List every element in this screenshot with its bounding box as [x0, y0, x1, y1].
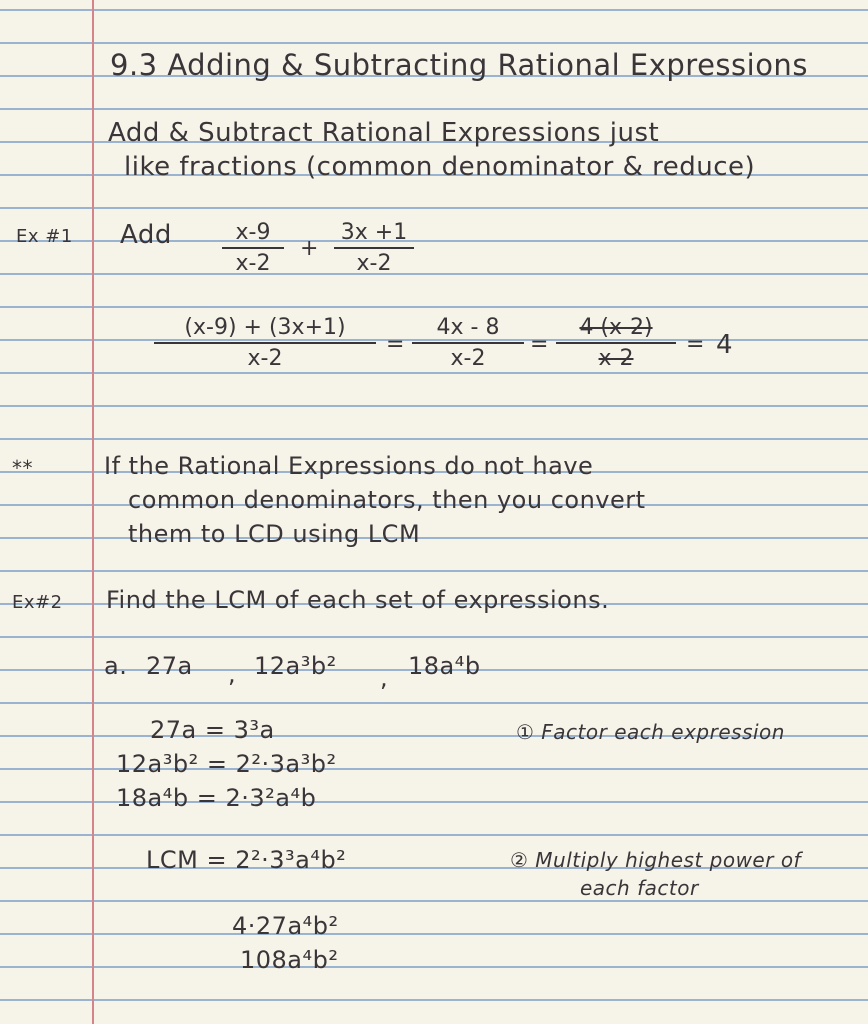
intro-line-1: Add & Subtract Rational Expressions just: [108, 118, 660, 148]
expression-12a3b2: 12a³b²: [254, 652, 337, 680]
expression-18a4b: 18a⁴b: [408, 652, 481, 680]
fraction-bar: [222, 247, 284, 249]
fraction-bar: [154, 342, 376, 344]
ex1-result: 4: [716, 330, 733, 360]
fraction-numerator: (x-9) + (3x+1): [184, 315, 346, 340]
comma: ,: [380, 664, 389, 692]
fraction-denominator: x-2: [356, 251, 392, 276]
ex1-fraction-1: [222, 220, 284, 276]
ex2-prompt: Find the LCM of each set of expressions.: [106, 586, 610, 614]
fraction-numerator: 3x +1: [340, 220, 408, 245]
equals-sign: =: [530, 332, 549, 357]
expression-27a: 27a: [146, 652, 193, 680]
intro-line-2: like fractions (common denominator & reduce): [124, 152, 756, 182]
fraction-bar: [556, 342, 676, 344]
part-a-label: a.: [104, 652, 128, 680]
asterisk-mark: **: [12, 456, 33, 480]
ex1-step-1: [154, 315, 376, 371]
note-line-3: them to LCD using LCM: [128, 520, 421, 548]
fraction-denominator: x-2: [235, 251, 271, 276]
page-title: 9.3 Adding & Subtracting Rational Expressions: [110, 48, 808, 82]
ex1-add-word: Add: [120, 220, 172, 250]
ex1-label: Ex #1: [16, 226, 73, 247]
margin-line: [92, 0, 94, 1024]
fraction-denominator: x-2: [598, 346, 634, 371]
fraction-bar: [412, 342, 524, 344]
ex1-fraction-2: [334, 220, 414, 276]
step-2-note-line-1: ② Multiply highest power of: [510, 848, 802, 872]
fraction-numerator: x-9: [235, 220, 271, 245]
plus-sign: +: [300, 236, 319, 261]
equals-sign: =: [386, 332, 405, 357]
fraction-numerator: 4x - 8: [436, 315, 500, 340]
fraction-denominator: x-2: [450, 346, 486, 371]
step-2-note-line-2: each factor: [580, 876, 699, 900]
fraction-numerator: 4 (x-2): [579, 315, 653, 340]
ex2-label: Ex#2: [12, 592, 63, 613]
fraction-bar: [334, 247, 414, 249]
note-line-1: If the Rational Expressions do not have: [104, 452, 594, 480]
ex1-step-3: [556, 315, 676, 371]
equals-sign: =: [686, 332, 705, 357]
fraction-denominator: x-2: [247, 346, 283, 371]
comma: ,: [228, 660, 237, 688]
lcm-line: LCM = 2²·3³a⁴b²: [146, 846, 347, 874]
note-line-2: common denominators, then you convert: [128, 486, 646, 514]
factor-line-3: 18a⁴b = 2·3²a⁴b: [116, 784, 317, 812]
factor-line-2: 12a³b² = 2²·3a³b²: [116, 750, 337, 778]
factor-line-1: 27a = 3³a: [150, 716, 275, 744]
result-line-1: 4·27a⁴b²: [232, 912, 339, 940]
result-line-2: 108a⁴b²: [240, 946, 339, 974]
step-1-note: ① Factor each expression: [516, 720, 785, 744]
ex1-step-2: [412, 315, 524, 371]
